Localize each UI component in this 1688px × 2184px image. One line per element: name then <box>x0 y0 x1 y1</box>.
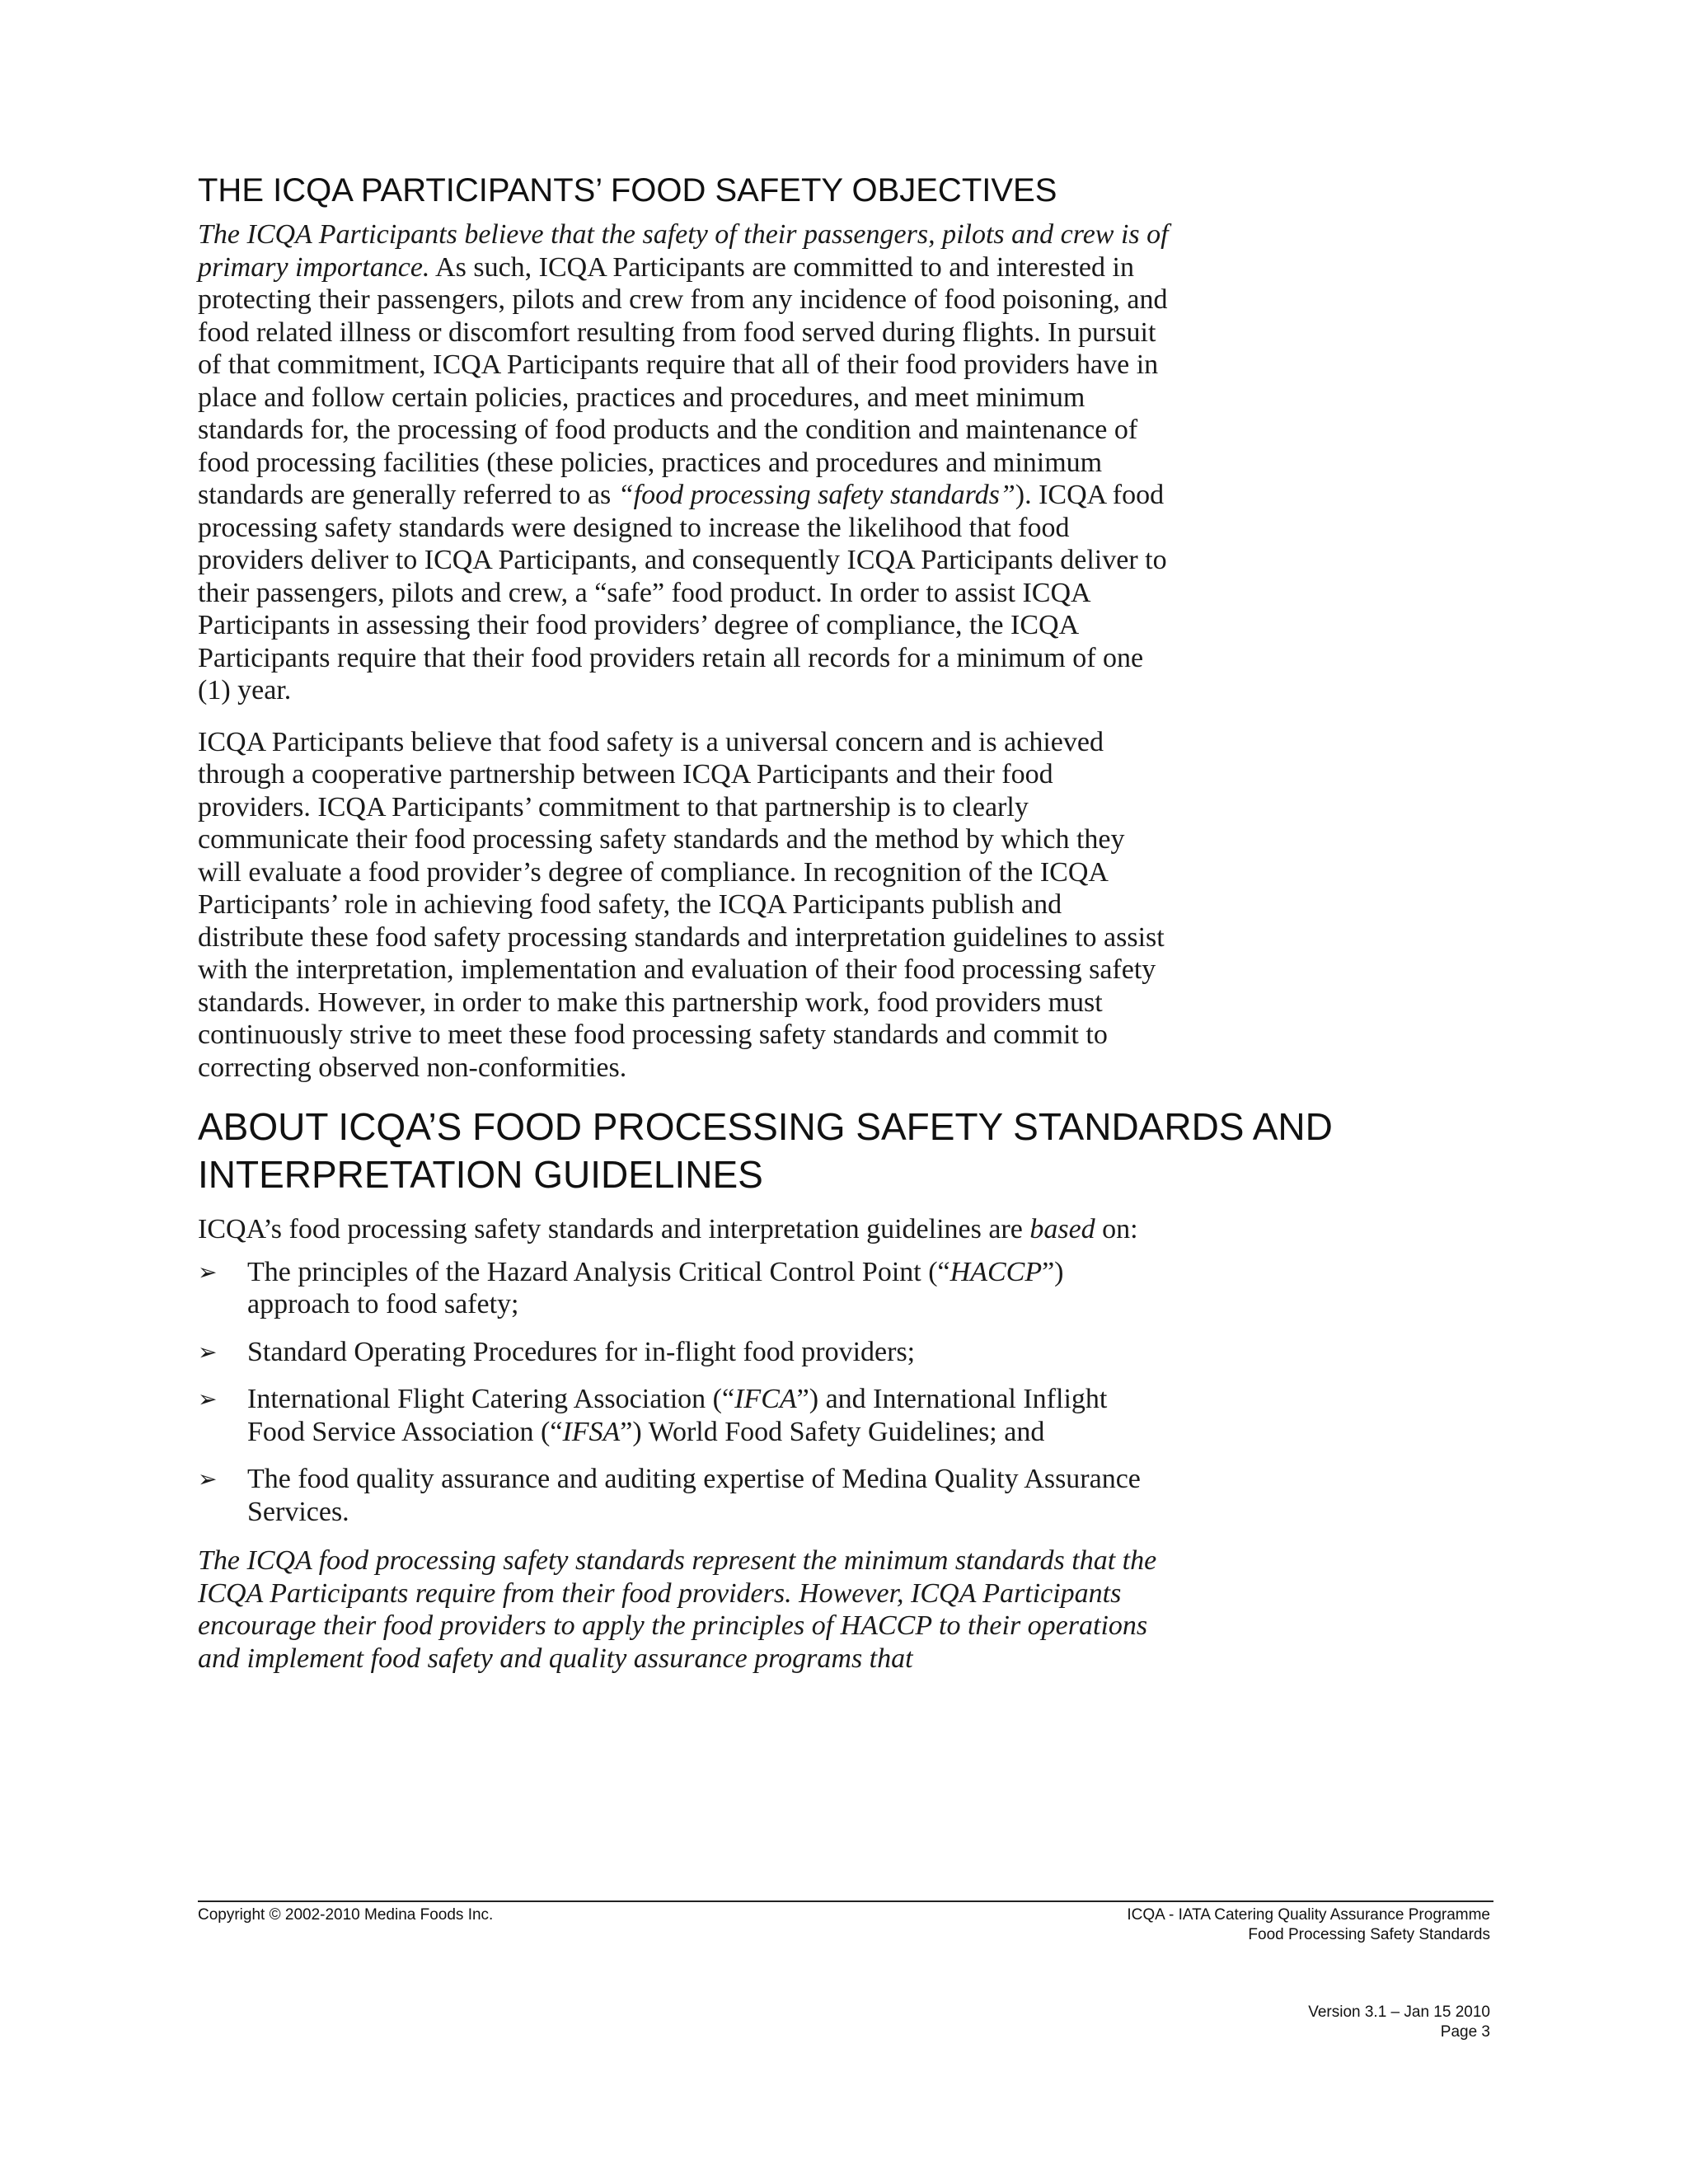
paragraph-objectives-2: ICQA Participants believe that food safety is a universal concern and is achieved through a cooperative partnership between ICQA Participants and their food providers. ICQA Participants’ commitment to that partnership is to clearly communicate their food processing safety standards and the method by which they will evaluate a food provider’s degree of compliance. In recognition of the ICQA Participants’ role in achieving food safety, the ICQA Participants publish and distribute these food safety processing standards and interpretation guidelines to assist with the interpretation, implementation and evaluation of their food processing safety standards. However, in order to make this partnership work, food providers must continuously strive to meet these food processing safety standards and commit to correcting observed non-conformities. <box>198 726 1165 1083</box>
list-item-italic: HACCP <box>950 1256 1043 1287</box>
paragraph-about-intro <box>198 1213 1170 1246</box>
footer-program-line-1: ICQA - IATA Catering Quality Assurance Programme <box>1127 1906 1490 1924</box>
list-item-italic: IFCA <box>734 1384 797 1414</box>
list-item <box>198 1256 1170 1321</box>
footer-program <box>748 1905 1490 1945</box>
bullet-list <box>198 1256 1170 1529</box>
paragraph-text: As such, ICQA Participants are committed to and interested in protecting their passengers, pilots and crew from any incidence of food poisoning, and food related illness or discomfort resulting from food served during flights. In pursuit of that commitment, ICQA Participants require that all of their food providers have in place and follow certain policies, practices and procedures, and meet minimum standards for, the processing of food products and the condition and maintenance of food processing facilities (these policies, practices and procedures and minimum standards are generally referred to as <box>198 251 1168 510</box>
list-item-italic: IFSA <box>562 1416 621 1447</box>
arrow-bullet-icon: ➢ <box>198 1258 218 1286</box>
paragraph-objectives-1 <box>198 218 1170 707</box>
list-item-text: ”) World Food Safety Guidelines; and <box>620 1416 1045 1447</box>
footer-divider <box>198 1900 1493 1902</box>
paragraph-closing-italic: The ICQA food processing safety standards represent the minimum standards that the ICQA Participants require from their food providers. However, ICQA Participants encourage their food providers to apply the principles of HACCP to their operations and implement food safety and quality assurance programs that <box>198 1545 1157 1674</box>
page-number: Page 3 <box>1440 2023 1490 2041</box>
arrow-bullet-icon: ➢ <box>198 1338 218 1366</box>
list-item-text: The principles of the Hazard Analysis Critical Control Point (“ <box>247 1256 950 1287</box>
list-item <box>198 1336 1170 1369</box>
arrow-bullet-icon: ➢ <box>198 1385 218 1413</box>
list-item-text: International Flight Catering Association (“ <box>247 1384 735 1414</box>
paragraph-text: ). ICQA food processing safety standards were designed to increase the likelihood that food providers deliver to ICQA Participants, and consequently ICQA Participants deliver to their passengers, pilots and crew, a “safe” food product. In order to assist ICQA Participants in assessing their food providers’ degree of compliance, the ICQA Participants require that their food providers retain all records for a minimum of one (1) year. <box>198 480 1167 705</box>
section-heading-about: ABOUT ICQA’S FOOD PROCESSING SAFETY STANDARDS AND INTERPRETATION GUIDELINES <box>198 1105 1333 1196</box>
paragraph-text: ICQA’s food processing safety standards and interpretation guidelines are <box>198 1214 1030 1244</box>
italic-word: based <box>1029 1214 1095 1244</box>
paragraph-text: on: <box>1095 1214 1138 1244</box>
list-item <box>198 1383 1170 1448</box>
italic-lead: The ICQA Participants believe that the safety of their passengers, pilots and crew is of primary importance. <box>198 219 1169 283</box>
footer-copyright: Copyright © 2002-2010 Medina Foods Inc. <box>198 1906 494 1924</box>
footer-version-block <box>996 2003 1490 2042</box>
list-item-text: ”) and International Inflight Food Service Association (“ <box>247 1384 1108 1447</box>
list-item-text: ”) approach to food safety; <box>247 1256 1064 1319</box>
list-item-text: The food quality assurance and auditing expertise of Medina Quality Assurance Services. <box>247 1464 1141 1527</box>
arrow-bullet-icon: ➢ <box>198 1465 218 1493</box>
list-item-text: Standard Operating Procedures for in-flight food providers; <box>247 1336 916 1367</box>
section-heading-objectives: THE ICQA PARTICIPANTS’ FOOD SAFETY OBJECTIVES <box>198 172 1057 209</box>
italic-term: “food processing safety standards” <box>617 480 1015 510</box>
footer-version: Version 3.1 – Jan 15 2010 <box>1308 2004 1490 2021</box>
main-content <box>198 169 1352 1675</box>
list-item <box>198 1463 1170 1528</box>
footer-program-line-2: Food Processing Safety Standards <box>1248 1926 1490 1943</box>
